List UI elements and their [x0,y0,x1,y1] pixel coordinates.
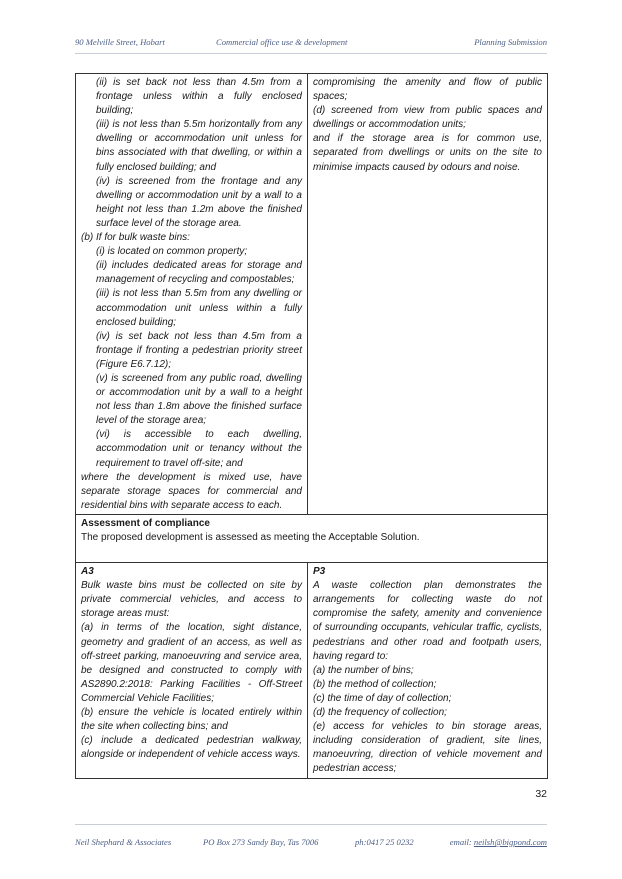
clause-a-iii: (iii) is not less than 5.5m horizontally from any dwelling or accommodation unit unless for bins associated with that dwelling, or within a fully enclosed building; and [96,119,302,173]
p3-clause-d: (d) the frequency of collection; [313,707,447,719]
a3-heading: A3 [81,566,94,578]
footer-email-link[interactable]: neilsh@bigpond.com [473,837,547,847]
clause-b-v: (v) is screened from any public road, dwelling or accommodation unit by a wall to a height not less than 1.8m above the finished surface level of the storage area; [96,372,302,427]
footer-po-box: PO Box 273 Sandy Bay, Tas 7006 [203,837,319,847]
clause-b-ii: (ii) includes dedicated areas for storage and management of recycling and compostables; [96,260,302,286]
footer-email-group [450,837,547,847]
page-number: 32 [535,788,547,800]
p3-cell [308,563,548,778]
a3-clause-a: (a) in terms of the location, sight distance, geometry and gradient of an access, as well as off-street parking, manoeuvring and service area, be designed and constructed to comply with AS2890.2:2018: Parking Facilities - Off-Street Commercial Vehicle Facilities; [81,622,302,704]
standards-row [76,74,548,515]
clause-b-iv: (iv) is set back not less than 4.5m from a frontage if fronting a pedestrian priority street (Figure E6.7.12); [96,330,302,370]
criteria-continuation: compromising the amenity and flow of public spaces; [313,77,542,103]
performance-criteria-cell [308,74,548,515]
header-project: Commercial office use & development [216,37,348,47]
assessment-text: The proposed development is assessed as meeting the Acceptable Solution. [81,532,420,543]
a3-clause-c: (c) include a dedicated pedestrian walkway, alongside or independent of vehicle access ways. [81,735,302,761]
requirements-table [75,73,548,779]
p3-clause-e: (e) access for vehicles to bin storage areas, including consideration of gradient, site lines, manoeuvring, direction of vehicle movement and pedestrian access; [313,721,542,775]
footer-email-label: email: [449,837,472,847]
assessment-heading: Assessment of compliance [81,517,210,529]
clause-a-iv: (iv) is screened from the frontage and any dwelling or accommodation unit by a wall to a height not less than 1.2m above the finished surface level of the storage area. [96,175,302,229]
a3-clause-b: (b) ensure the vehicle is located entirely within the site when collecting bins; and [81,707,302,733]
footer-rule [75,824,547,825]
p3-heading: P3 [313,566,326,578]
clause-mixed-use: where the development is mixed use, have separate storage spaces for commercial and residential bins with separate access to each. [81,471,302,511]
clause-b-i: (i) is located on common property; [96,246,248,258]
clause-b-iii: (iii) is not less than 5.5m from any dwelling or accommodation unit unless within a fully enclosed building; [96,288,302,328]
p3-clause-a: (a) the number of bins; [313,664,414,676]
p3-clause-b: (b) the method of collection; [313,678,437,690]
p3-clause-c: (c) the time of day of collection; [313,692,452,704]
footer-company: Neil Shephard & Associates [75,837,172,847]
header-doc-type: Planning Submission [474,37,547,47]
assessment-cell [76,514,548,562]
clause-b-vi: (vi) is accessible to each dwelling, accommodation unit or tenancy without the requirement to travel off-site; and [96,429,302,469]
assessment-spacer [81,545,542,561]
assessment-row [76,514,548,562]
header-address: 90 Melville Street, Hobart [75,37,165,47]
header-rule [75,53,547,54]
clause-a-ii: (ii) is set back not less than 4.5m from a frontage unless within a fully enclosed building; [96,77,302,117]
p3-intro: A waste collection plan demonstrates the arrangements for collecting waste do not compromise the safety, amenity and convenience of surrounding occupants, vehicular traffic, cyclists, pedestrians and other road and footpath users, having regard to: [313,580,542,662]
clause-b: (b) If for bulk waste bins: [81,232,190,244]
a3-p3-row [76,563,548,778]
a3-cell [76,563,308,778]
acceptable-solution-cell [76,74,308,515]
criteria-d: (d) screened from view from public spaces and dwellings or accommodation units; [313,105,542,131]
footer-phone: ph:0417 25 0232 [355,837,414,847]
criteria-common-use: and if the storage area is for common use, separated from dwellings or units on the site to minimise impacts caused by odours and noise. [313,133,542,173]
a3-intro: Bulk waste bins must be collected on site by private commercial vehicles, and access to storage areas must: [81,580,302,620]
